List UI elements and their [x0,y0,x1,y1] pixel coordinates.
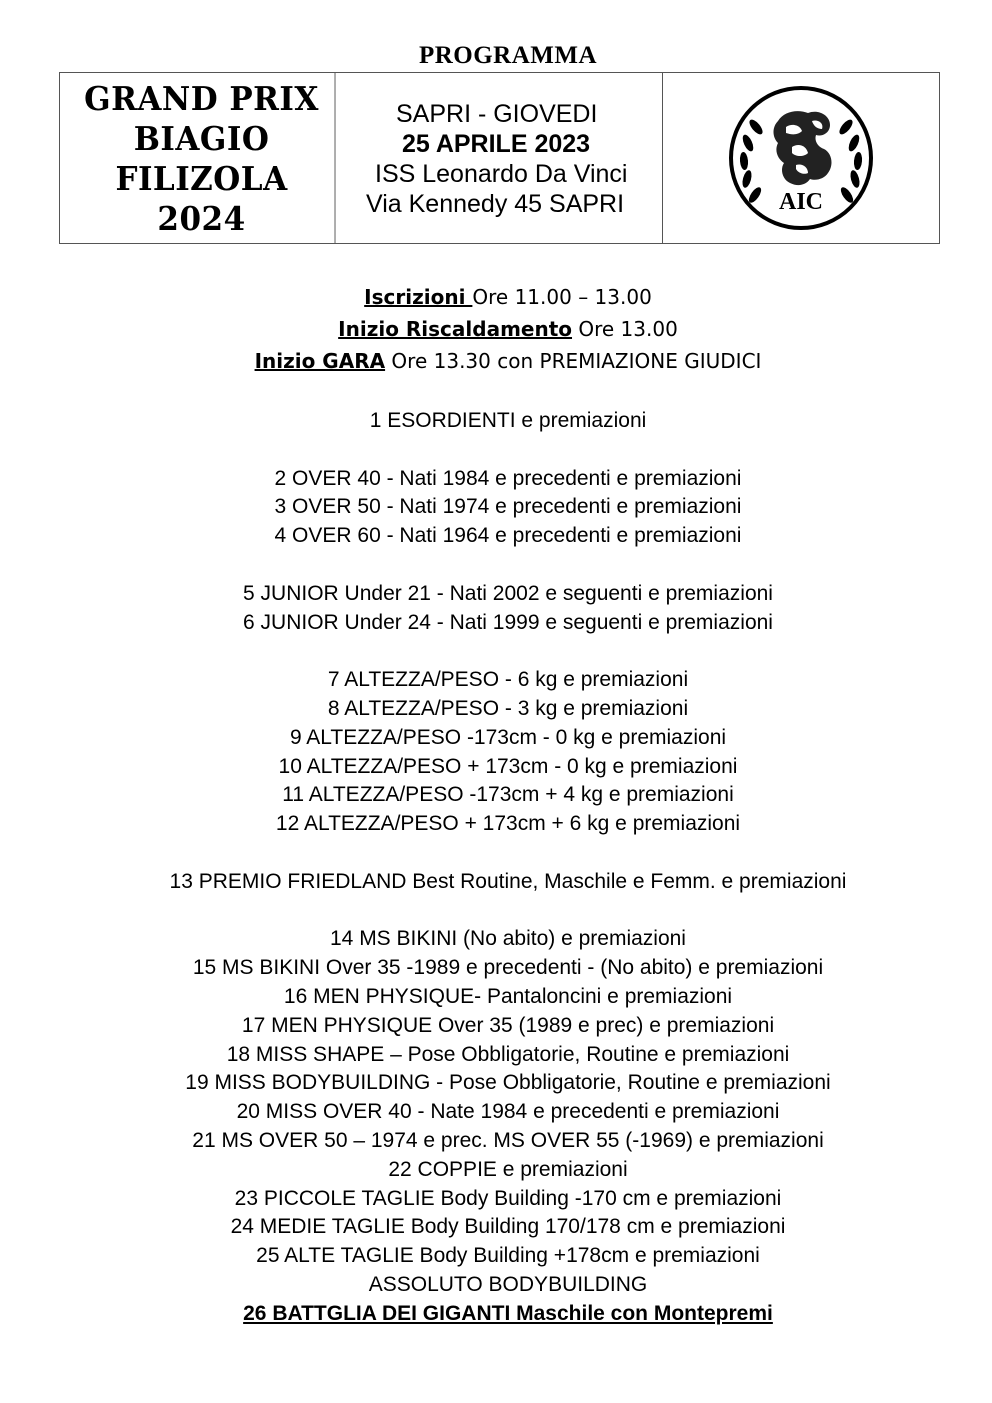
program-item: ASSOLUTO BODYBUILDING [368,1272,648,1296]
event-title-line: BIAGIO [133,119,270,158]
schedule-value: Ore 13.00 [572,317,678,341]
program-item: 1 ESORDIENTI e premiazioni [369,409,647,432]
program-item: 17 MEN PHYSIQUE Over 35 (1989 e prec) e premiazioni [241,1013,775,1037]
program-spacer [0,897,992,926]
schedule-label: Inizio Riscaldamento [338,317,573,341]
program-item: 16 MEN PHYSIQUE- Pantaloncini e premiazioni [283,984,733,1008]
program-item: 23 PICCOLE TAGLIE Body Building -170 cm e premiazioni [234,1186,782,1210]
program-item: 24 MEDIE TAGLIE Body Building 170/178 cm e premiazioni [230,1215,786,1239]
program-item: 22 COPPIE e premiazioni [388,1157,628,1181]
aic-logo-icon [726,83,876,233]
program-item: 10 ALTEZZA/PESO + 173cm - 0 kg e premiazioni [278,754,738,778]
program-item: 20 MISS OVER 40 - Nate 1984 e precedenti e premiazioni [236,1100,780,1124]
event-title-line: FILIZOLA [115,159,288,198]
event-address: Via Kennedy 45 SAPRI [366,190,625,218]
program-spacer [0,637,992,666]
schedule-value: Ore 13.30 con PREMIAZIONE GIUDICI [385,349,762,373]
program-item: 4 OVER 60 - Nati 1964 e precedenti e premiazioni [274,524,742,548]
event-title-cell [69,73,336,243]
event-title-line: GRAND PRIX [84,79,319,118]
schedule-row [0,281,992,313]
event-date: 25 APRILE 2023 [402,130,591,158]
schedule-row [0,313,992,345]
program-item: 19 MISS BODYBUILDING - Pose Obbligatorie, Routine e premiazioni [185,1071,831,1095]
program-list [0,407,992,1329]
program-item: 14 MS BIKINI (No abito) e premiazioni [330,927,686,951]
program-item: 6 JUNIOR Under 24 - Nati 1999 e seguenti e premiazioni [243,610,773,634]
program-item: 13 PREMIO FRIEDLAND Best Routine, Maschile e Femm. e premiazioni [169,869,847,893]
program-item: 15 MS BIKINI Over 35 -1989 e precedenti - (No abito) e premiazioni [192,956,824,980]
program-item: 3 OVER 50 - Nati 1974 e precedenti e premiazioni [274,495,742,519]
aic-logo-cell [663,73,939,243]
schedule-block [0,281,992,377]
aic-logo-text: AIC [778,189,824,215]
event-venue: ISS Leonardo Da Vinci [375,160,628,188]
event-info-cell [344,73,663,243]
schedule-value: Ore 11.00 – 13.00 [472,285,652,309]
program-final-item: 26 BATTGLIA DEI GIGANTI Maschile con Montepremi [243,1301,773,1325]
program-item: 21 MS OVER 50 – 1974 e prec. MS OVER 55 (-1969) e premiazioni [192,1128,824,1152]
program-item: 8 ALTEZZA/PESO - 3 kg e premiazioni [327,696,689,720]
event-title-line: 2024 [157,199,246,238]
schedule-row [0,345,992,377]
event-header-table [59,72,940,244]
program-item: 11 ALTEZZA/PESO -173cm + 4 kg e premiazioni [282,783,734,807]
program-spacer [0,436,992,465]
program-spacer [0,839,992,868]
schedule-label: Iscrizioni [364,285,473,309]
document-heading: PROGRAMMA [418,42,598,69]
program-spacer [0,551,992,580]
program-item: 7 ALTEZZA/PESO - 6 kg e premiazioni [327,668,689,692]
program-item: 2 OVER 40 - Nati 1984 e precedenti e premiazioni [274,466,742,490]
program-item: 12 ALTEZZA/PESO + 173cm + 6 kg e premiazioni [275,812,741,836]
schedule-label: Inizio GARA [254,349,386,373]
program-item: 25 ALTE TAGLIE Body Building +178cm e premiazioni [256,1244,760,1268]
program-item: 18 MISS SHAPE – Pose Obbligatorie, Routine e premiazioni [226,1042,790,1066]
program-item: 9 ALTEZZA/PESO -173cm - 0 kg e premiazioni [289,725,727,749]
program-item: 5 JUNIOR Under 21 - Nati 2002 e seguenti e premiazioni [243,581,773,605]
event-day: SAPRI - GIOVEDI [396,100,598,128]
